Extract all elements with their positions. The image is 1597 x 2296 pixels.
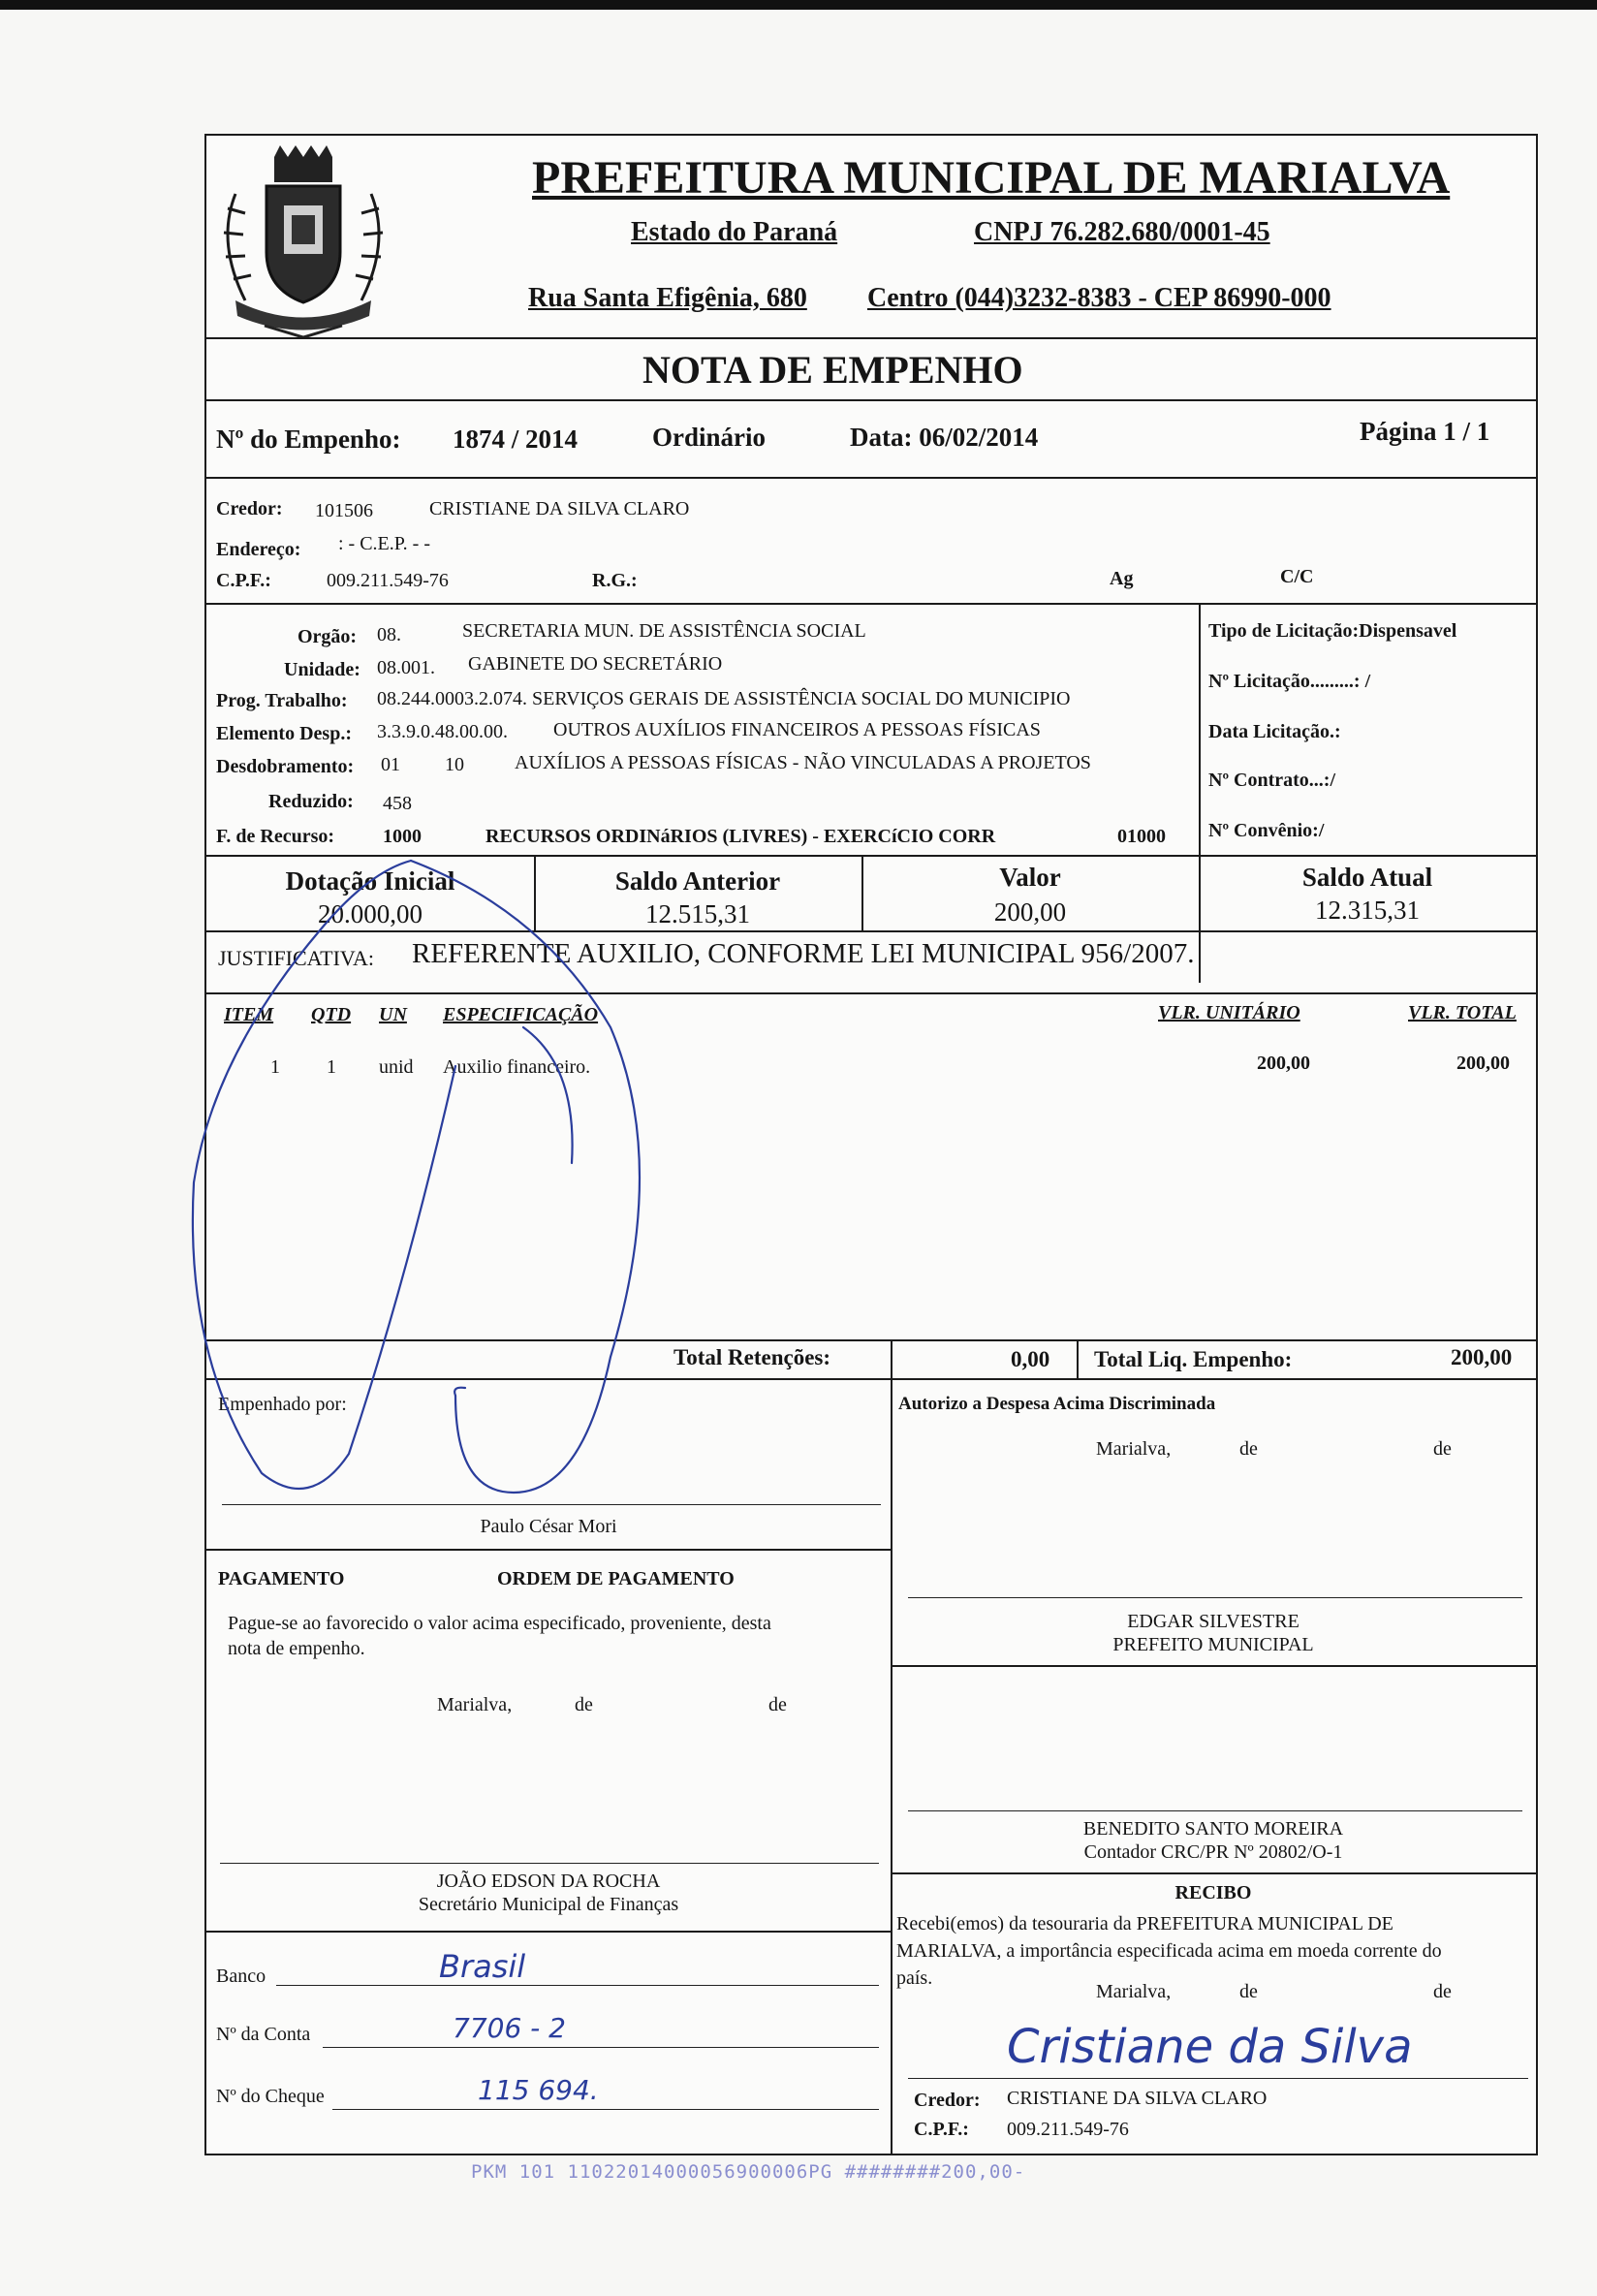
cpf-label: C.P.F.: — [216, 570, 271, 591]
numero-contrato: Nº Contrato...:/ — [1208, 770, 1336, 791]
credor-code: 101506 — [315, 500, 373, 521]
col-qtd: QTD — [311, 1004, 352, 1025]
data-licitacao: Data Licitação.: — [1208, 721, 1341, 742]
recurso-code: 1000 — [383, 826, 422, 847]
item-qtd: 1 — [327, 1056, 336, 1078]
elemento-name: OUTROS AUXÍLIOS FINANCEIROS A PESSOAS FÍSICAS — [553, 719, 1041, 740]
recibo-credor-label: Credor: — [914, 2090, 981, 2111]
elemento-code: 3.3.9.0.48.00.00. — [377, 721, 508, 742]
micr-line: PKM 101 11022014000056900006PG ########200,00- — [471, 2161, 1026, 2183]
conta-value: 7706 - 2 — [453, 2012, 566, 2044]
desdobramento-b: 10 — [445, 754, 464, 775]
recibo-text-3: país. — [896, 1967, 933, 1989]
justificativa-text: REFERENTE AUXILIO, CONFORME LEI MUNICIPAL 956/2007. — [412, 938, 1195, 969]
empenhado-por-name: Paulo César Mori — [480, 1516, 617, 1537]
recibo-cpf-label: C.P.F.: — [914, 2119, 969, 2140]
pagamento-text-1: Pague-se ao favorecido o valor acima especificado, proveniente, desta — [228, 1613, 771, 1634]
orgao-label: Orgão: — [297, 626, 358, 647]
autorizo-local: Marialva, — [1096, 1438, 1172, 1460]
dotacao-inicial-value: 20.000,00 — [318, 899, 423, 928]
district-phone-label: Centro (044)3232-8383 - CEP 86990-000 — [867, 283, 1331, 313]
secretario-cargo: Secretário Municipal de Finanças — [418, 1894, 679, 1915]
reduzido-label: Reduzido: — [268, 791, 354, 812]
numero-convenio: Nº Convênio:/ — [1208, 820, 1325, 841]
empenho-tipo: Ordinário — [652, 423, 767, 452]
recibo-text-2: MARIALVA, a importância especificada acima em moeda corrente do — [896, 1940, 1442, 1962]
saldo-anterior-label: Saldo Anterior — [614, 866, 781, 896]
cc-label: C/C — [1280, 566, 1314, 587]
cpf-value: 009.211.549-76 — [327, 570, 449, 591]
item-number: 1 — [270, 1056, 280, 1078]
endereco-value: : - C.E.P. - - — [338, 533, 430, 554]
col-vlr-unitario: VLR. UNITÁRIO — [1158, 1002, 1300, 1023]
endereco-label: Endereço: — [216, 539, 301, 560]
cheque-label: Nº do Cheque — [216, 2086, 325, 2107]
pagamento-local: Marialva, — [437, 1694, 513, 1715]
tipo-licitacao: Tipo de Licitação:Dispensavel — [1208, 620, 1457, 642]
elemento-label: Elemento Desp.: — [216, 723, 352, 744]
prog-trabalho-value: 08.244.0003.2.074. SERVIÇOS GERAIS DE ASSISTÊNCIA SOCIAL DO MUNICIPIO — [377, 688, 1071, 709]
total-retencoes-label: Total Retenções: — [673, 1345, 831, 1369]
empenho-number: 1874 / 2014 — [453, 425, 579, 454]
pagamento-text-2: nota de empenho. — [228, 1638, 365, 1659]
col-vlr-total: VLR. TOTAL — [1408, 1002, 1517, 1023]
total-retencoes-value: 0,00 — [1011, 1347, 1050, 1371]
total-liquido-label: Total Liq. Empenho: — [1094, 1347, 1293, 1371]
autorizo-de-1: de — [1239, 1438, 1258, 1460]
contador-cargo: Contador CRC/PR Nº 20802/O-1 — [1083, 1841, 1343, 1863]
unidade-code: 08.001. — [377, 657, 435, 678]
recibo-cpf-value: 009.211.549-76 — [1007, 2119, 1129, 2140]
desdobramento-a: 01 — [381, 754, 400, 775]
justificativa-label: JUSTIFICATIVA: — [218, 946, 374, 970]
dotacao-inicial-label: Dotação Inicial — [285, 866, 455, 896]
credor-label: Credor: — [216, 498, 283, 519]
autorizo-despesa: Autorizo a Despesa Acima Discriminada — [898, 1394, 1216, 1414]
cheque-value: 115 694. — [478, 2074, 599, 2106]
item-especificacao: Auxilio financeiro. — [443, 1056, 591, 1078]
unidade-label: Unidade: — [284, 659, 360, 680]
rg-label: R.G.: — [592, 570, 638, 591]
credor-signature: Cristiane da Silva — [1007, 2020, 1413, 2074]
orgao-name: SECRETARIA MUN. DE ASSISTÊNCIA SOCIAL — [462, 620, 866, 642]
prefeito-name: EDGAR SILVESTRE — [1127, 1611, 1300, 1632]
secretario-name: JOÃO EDSON DA ROCHA — [436, 1871, 661, 1892]
numero-licitacao: Nº Licitação.........: / — [1208, 671, 1371, 692]
ag-label: Ag — [1110, 568, 1134, 589]
recibo-de-1: de — [1239, 1981, 1258, 2002]
recibo-local: Marialva, — [1096, 1981, 1172, 2002]
recurso-name: RECURSOS ORDINáRIOS (LIVRES) - EXERCíCIO CORR — [485, 826, 996, 847]
empenhado-por-label: Empenhado por: — [218, 1394, 347, 1415]
prog-trabalho-label: Prog. Trabalho: — [216, 690, 348, 711]
empenho-date: Data: 06/02/2014 — [850, 423, 1039, 452]
recibo-label: RECIBO — [1174, 1882, 1252, 1903]
item-un: unid — [379, 1056, 414, 1078]
recibo-de-2: de — [1433, 1981, 1452, 2002]
unidade-name: GABINETE DO SECRETÁRIO — [468, 653, 723, 675]
reduzido-value: 458 — [383, 793, 412, 814]
saldo-atual-value: 12.315,31 — [1315, 896, 1420, 925]
col-un: UN — [379, 1004, 407, 1025]
empenho-number-label: Nº do Empenho: — [216, 425, 401, 454]
estado-label: Estado do Paraná — [631, 217, 838, 247]
cnpj-label: CNPJ 76.282.680/0001-45 — [974, 217, 1270, 247]
ordem-pagamento-label: ORDEM DE PAGAMENTO — [497, 1568, 735, 1589]
col-especificacao: ESPECIFICAÇÃO — [443, 1004, 599, 1025]
saldo-atual-label: Saldo Atual — [1301, 863, 1433, 892]
autorizo-de-2: de — [1433, 1438, 1452, 1460]
pagamento-label: PAGAMENTO — [218, 1568, 345, 1589]
banco-value: Brasil — [439, 1948, 526, 1985]
saldo-anterior-value: 12.515,31 — [645, 899, 750, 928]
recurso-end-code: 01000 — [1117, 826, 1166, 847]
desdobramento-name: AUXÍLIOS A PESSOAS FÍSICAS - NÃO VINCULADAS A PROJETOS — [515, 752, 1091, 773]
page-number: Página 1 / 1 — [1360, 417, 1490, 446]
valor-value: 200,00 — [993, 897, 1067, 927]
pagamento-de-1: de — [575, 1694, 593, 1715]
prefeito-cargo: PREFEITO MUNICIPAL — [1112, 1634, 1314, 1655]
item-vlr-total: 200,00 — [1456, 1053, 1510, 1074]
credor-name: CRISTIANE DA SILVA CLARO — [429, 498, 690, 519]
prefeitura-title: PREFEITURA MUNICIPAL DE MARIALVA — [532, 152, 1451, 204]
conta-label: Nº da Conta — [216, 2024, 311, 2045]
recurso-label: F. de Recurso: — [216, 826, 335, 847]
doc-title: NOTA DE EMPENHO — [642, 348, 1023, 392]
recibo-text-1: Recebi(emos) da tesouraria da PREFEITURA MUNICIPAL DE — [896, 1913, 1393, 1934]
address-label: Rua Santa Efigênia, 680 — [528, 283, 807, 313]
banco-label: Banco — [216, 1966, 266, 1987]
orgao-code: 08. — [377, 624, 401, 645]
total-liquido-value: 200,00 — [1451, 1345, 1513, 1369]
recibo-credor-name: CRISTIANE DA SILVA CLARO — [1007, 2088, 1268, 2109]
col-item: ITEM — [224, 1004, 274, 1025]
pagamento-de-2: de — [768, 1694, 787, 1715]
item-vlr-unitario: 200,00 — [1257, 1053, 1310, 1074]
contador-name: BENEDITO SANTO MOREIRA — [1082, 1818, 1344, 1840]
desdobramento-label: Desdobramento: — [216, 756, 355, 777]
valor-label: Valor — [999, 863, 1061, 892]
